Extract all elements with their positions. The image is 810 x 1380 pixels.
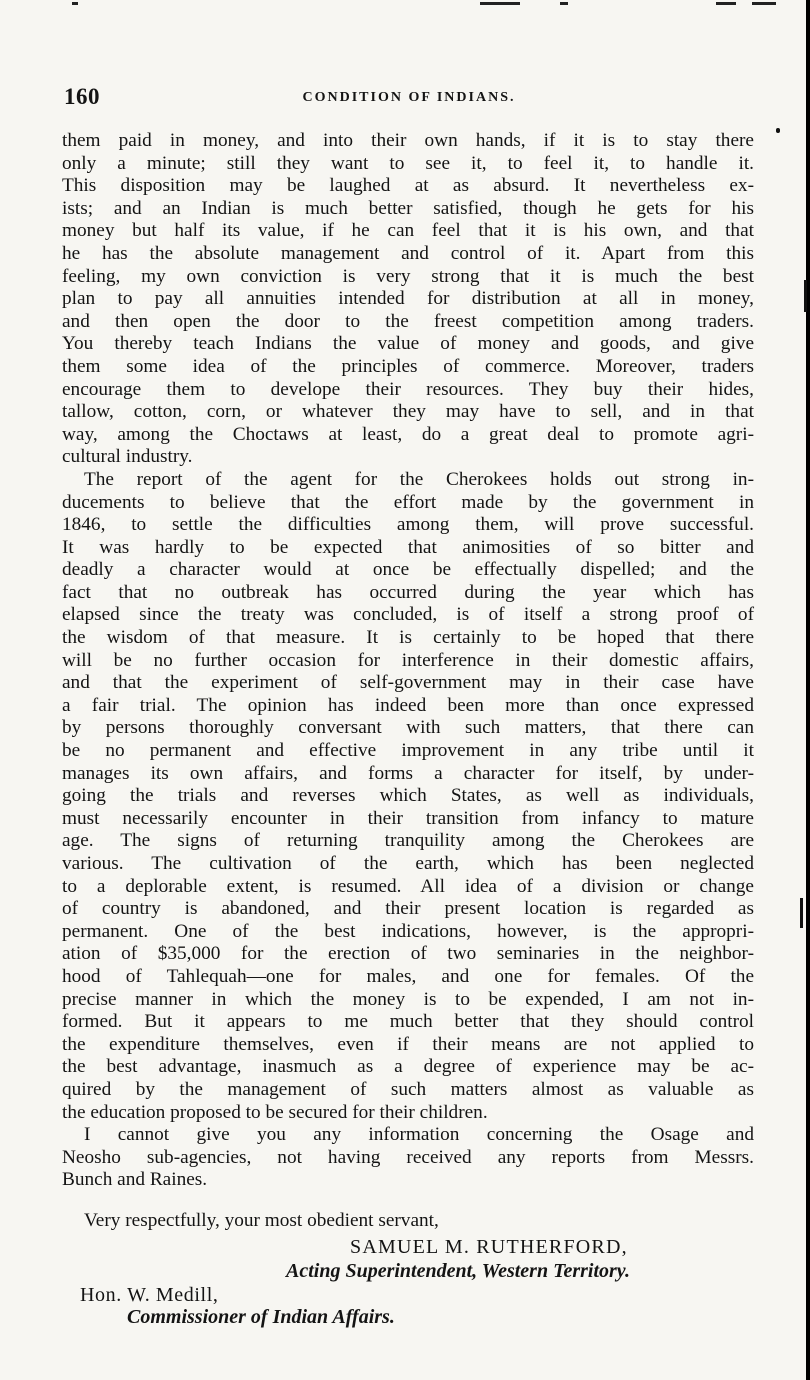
text-line: he has the absolute management and control of it. Apart from this bbox=[62, 242, 754, 264]
text-line: encourage them to develope their resources. They buy their hides, bbox=[62, 378, 754, 400]
text-line: This disposition may be laughed at as absurd. It nevertheless ex- bbox=[62, 175, 754, 197]
text-line: and then open the door to the freest competition among traders. bbox=[62, 310, 754, 332]
text-line: It was hardly to be expected that animosities of so bitter and bbox=[62, 536, 754, 558]
text-line: permanent. One of the best indications, however, is the appropri- bbox=[62, 920, 754, 942]
text-line: the best advantage, inasmuch as a degree of experience may be ac- bbox=[62, 1056, 754, 1078]
text-line: quired by the management of such matters almost as valuable as bbox=[62, 1078, 754, 1100]
text-line: various. The cultivation of the earth, which has been neglected bbox=[62, 853, 754, 874]
text-line: plan to pay all annuities intended for distribution at all in money, bbox=[62, 288, 754, 310]
text-line: by persons thoroughly conversant with such matters, that there can bbox=[62, 717, 754, 739]
text-line: manages its own affairs, and forms a character for itself, by under- bbox=[62, 762, 754, 784]
paragraph-start-line: I cannot give you any information concerning the Osage and bbox=[84, 1124, 754, 1146]
addressee-title: Commissioner of Indian Affairs. bbox=[127, 1306, 395, 1328]
text-line: ducements to believe that the effort made by the government in bbox=[62, 491, 754, 513]
text-line: Bunch and Raines. bbox=[62, 1169, 208, 1191]
text-line: 1846, to settle the difficulties among them, will prove successful. bbox=[62, 514, 754, 536]
text-line: deadly a character would at once be effectually dispelled; and the bbox=[62, 559, 754, 581]
text-line: to a deplorable extent, is resumed. All idea of a division or change bbox=[62, 875, 754, 897]
text-line: formed. But it appears to me much better that they should control bbox=[62, 1011, 754, 1033]
margin-mark bbox=[804, 280, 807, 312]
text-line: feeling, my own conviction is very strong that it is much the best bbox=[62, 265, 754, 287]
page-number: 160 bbox=[64, 84, 100, 109]
text-line: tallow, cotton, corn, or whatever they may have to sell, and in that bbox=[62, 401, 754, 423]
text-line: Neosho sub-agencies, not having received any reports from Messrs. bbox=[62, 1146, 754, 1168]
running-head: CONDITION OF INDIANS. bbox=[302, 90, 516, 105]
text-line: age. The signs of returning tranquility among the Cherokees are bbox=[62, 830, 754, 852]
text-line: You thereby teach Indians the value of money and goods, and give bbox=[62, 333, 754, 355]
top-edge-marks bbox=[0, 0, 810, 20]
text-line: will be no further occasion for interference in their domestic affairs, bbox=[62, 649, 754, 671]
text-line: a fair trial. The opinion has indeed been more than once expressed bbox=[62, 694, 754, 716]
text-line: elapsed since the treaty was concluded, is of itself a strong proof of bbox=[62, 604, 754, 626]
text-line: only a minute; still they want to see it, to feel it, to handle it. bbox=[62, 152, 754, 174]
text-line: of country is abandoned, and their present location is regarded as bbox=[62, 898, 754, 920]
text-line: cultural industry. bbox=[62, 446, 193, 468]
text-line: going the trials and reverses which States, as well as individuals, bbox=[62, 785, 754, 807]
text-line: them paid in money, and into their own hands, if it is to stay there bbox=[62, 130, 754, 151]
text-line: the education proposed to be secured for their children. bbox=[62, 1101, 488, 1123]
text-line: and that the experiment of self-government may in their case have bbox=[62, 672, 754, 694]
margin-mark bbox=[800, 898, 803, 928]
text-line: the wisdom of that measure. It is certainly to be hoped that there bbox=[62, 627, 754, 649]
salutation: Very respectfully, your most obedient servant, bbox=[84, 1210, 439, 1231]
signatory-title: Acting Superintendent, Western Territory. bbox=[286, 1260, 630, 1282]
text-line: be no permanent and effective improvement in any tribe until it bbox=[62, 740, 754, 762]
text-line: must necessarily encounter in their transition from infancy to mature bbox=[62, 807, 754, 829]
text-line: hood of Tahlequah—one for males, and one for females. Of the bbox=[62, 965, 754, 987]
signatory-name: SAMUEL M. RUTHERFORD, bbox=[350, 1236, 628, 1258]
text-line: them some idea of the principles of commerce. Moreover, traders bbox=[62, 355, 754, 377]
page-edge bbox=[806, 0, 810, 1380]
closing-block bbox=[62, 1210, 762, 1233]
text-line: way, among the Choctaws at least, do a great deal to promote agri- bbox=[62, 423, 754, 445]
addressee-name: Hon. W. Medill, bbox=[80, 1284, 219, 1306]
text-line: money but half its value, if he can feel that it is his own, and that bbox=[62, 220, 754, 242]
paragraph-start-line: The report of the agent for the Cherokees holds out strong in- bbox=[84, 468, 754, 490]
text-line: ists; and an Indian is much better satisfied, though he gets for his bbox=[62, 197, 754, 219]
page-header bbox=[64, 84, 754, 118]
margin-dot bbox=[776, 128, 780, 133]
text-line: the expenditure themselves, even if their means are not applied to bbox=[62, 1033, 754, 1055]
text-line: fact that no outbreak has occurred during the year which has bbox=[62, 581, 754, 603]
body-text bbox=[62, 130, 754, 1192]
text-line: ation of $35,000 for the erection of two seminaries in the neighbor- bbox=[62, 943, 754, 965]
text-line: precise manner in which the money is to be expended, I am not in- bbox=[62, 988, 754, 1010]
